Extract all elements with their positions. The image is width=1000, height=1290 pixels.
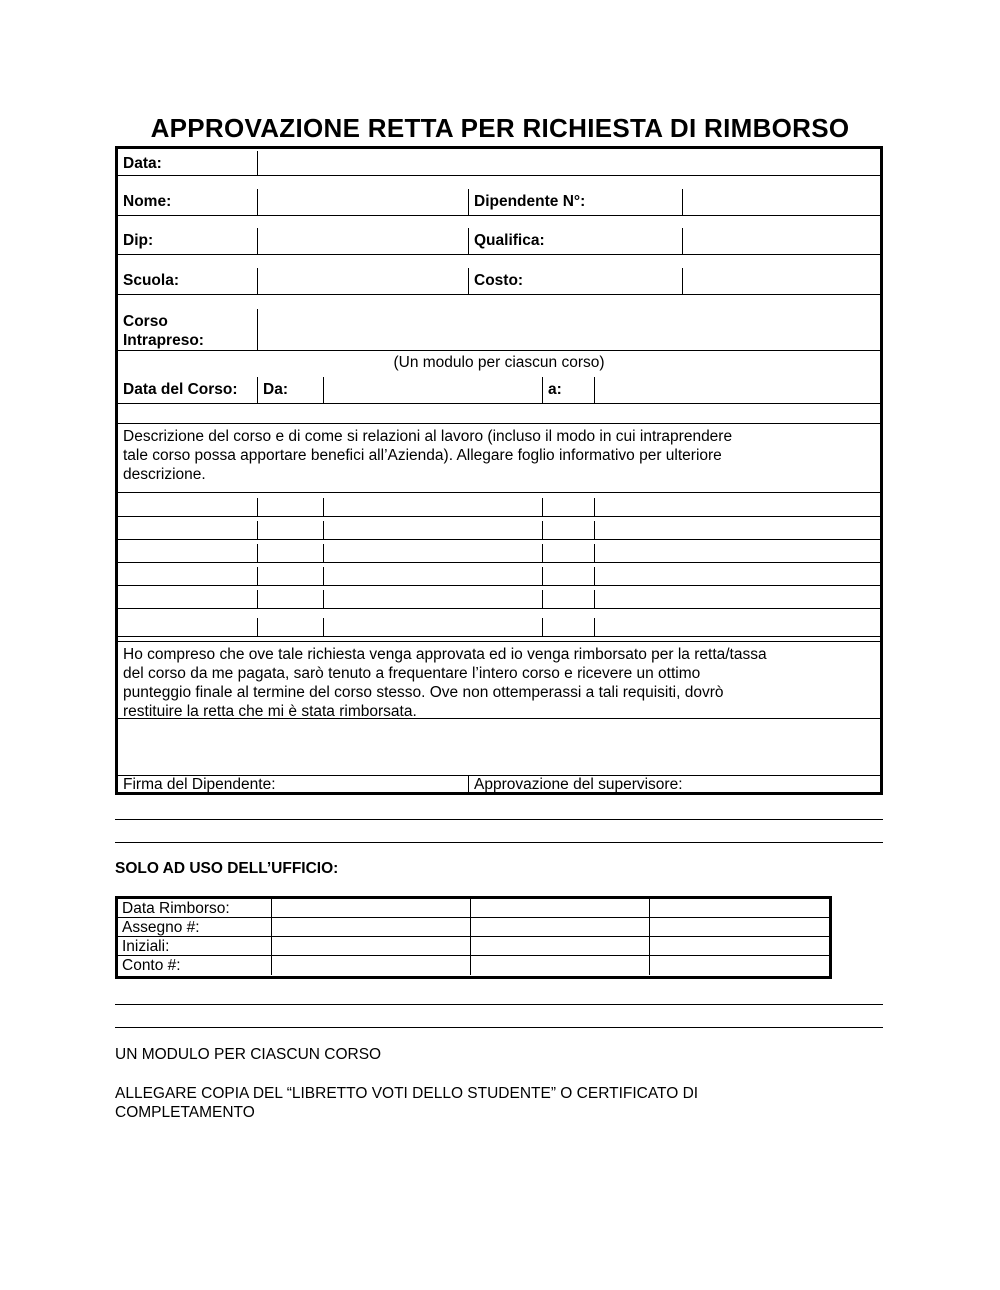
a-field[interactable] — [595, 377, 880, 403]
office-use-table — [115, 896, 832, 979]
blank-cell[interactable] — [595, 544, 880, 562]
blank-cell[interactable] — [258, 544, 324, 562]
data-corso-label: Data del Corso: — [118, 377, 258, 403]
qualifica-field[interactable] — [683, 228, 880, 254]
dip-field[interactable] — [258, 228, 469, 254]
scuola-field[interactable] — [258, 268, 469, 294]
row-signatures — [118, 775, 880, 792]
firma-dipendente-label: Firma del Dipendente: — [118, 776, 469, 792]
writing-line[interactable] — [115, 1027, 883, 1028]
blank-cell[interactable] — [118, 498, 258, 516]
descrizione-line: Descrizione del corso e di come si relazioni al lavoro (incluso il modo in cui intraprendere — [123, 428, 733, 445]
blank-cell[interactable] — [324, 618, 543, 636]
row-data — [118, 151, 880, 176]
costo-label: Costo: — [469, 268, 683, 294]
row-corso — [118, 309, 880, 351]
blank-row — [118, 567, 880, 586]
costo-field[interactable] — [683, 268, 880, 294]
scuola-label: Scuola: — [118, 268, 258, 294]
office-field[interactable] — [471, 918, 650, 936]
blank-cell[interactable] — [595, 521, 880, 539]
descrizione-line: descrizione. — [123, 466, 206, 483]
office-row-data-rimborso — [118, 899, 829, 918]
assegno-label: Assegno #: — [118, 918, 272, 936]
blank-cell[interactable] — [543, 590, 595, 608]
row-scuola — [118, 268, 880, 295]
blank-cell[interactable] — [595, 498, 880, 516]
blank-cell[interactable] — [118, 567, 258, 585]
dip-label: Dip: — [118, 228, 258, 254]
data-field[interactable] — [258, 151, 880, 175]
qualifica-label: Qualifica: — [469, 228, 683, 254]
blank-cell[interactable] — [324, 544, 543, 562]
blank-cell[interactable] — [258, 567, 324, 585]
impegno-line: del corso da me pagata, sarò tenuto a frequentare l’intero corso e ricevere un ottimo — [123, 665, 701, 682]
office-field[interactable] — [650, 956, 829, 975]
blank-cell[interactable] — [324, 590, 543, 608]
blank-row — [118, 521, 880, 540]
row-data-corso — [118, 377, 880, 404]
blank-cell[interactable] — [543, 521, 595, 539]
blank-cell[interactable] — [118, 618, 258, 636]
office-field[interactable] — [650, 937, 829, 955]
blank-cell[interactable] — [595, 618, 880, 636]
office-row-conto — [118, 956, 829, 975]
approvazione-supervisore-label: Approvazione del supervisore: — [474, 776, 683, 793]
a-label: a: — [543, 377, 595, 403]
impegno-line: punteggio finale al termine del corso stesso. Ove non ottemperassi a tali requisiti, dovrò — [123, 684, 724, 701]
blank-cell[interactable] — [118, 590, 258, 608]
nome-label: Nome: — [118, 189, 258, 215]
data-label: Data: — [118, 151, 258, 175]
dipendente-field[interactable] — [683, 189, 880, 215]
main-form-table — [115, 146, 883, 795]
page-title: APPROVAZIONE RETTA PER RICHIESTA DI RIMBORSO — [150, 113, 850, 143]
blank-cell[interactable] — [595, 567, 880, 585]
blank-cell[interactable] — [543, 544, 595, 562]
blank-row — [118, 544, 880, 563]
blank-cell[interactable] — [118, 521, 258, 539]
dipendente-label: Dipendente N°: — [469, 189, 683, 215]
office-use-heading: SOLO AD USO DELL’UFFICIO: — [115, 860, 339, 877]
office-row-assegno — [118, 918, 829, 937]
office-field[interactable] — [471, 937, 650, 955]
blank-cell[interactable] — [543, 618, 595, 636]
blank-cell[interactable] — [595, 590, 880, 608]
corso-field[interactable] — [258, 309, 880, 350]
office-field[interactable] — [650, 918, 829, 936]
row-nome — [118, 189, 880, 216]
blank-row — [118, 498, 880, 517]
row-modulo-note — [118, 353, 880, 373]
footer-note-allegare-line: COMPLETAMENTO — [115, 1104, 255, 1121]
modulo-note: (Un modulo per ciascun corso) — [393, 354, 605, 371]
office-field[interactable] — [272, 899, 471, 917]
footer-note-modulo: UN MODULO PER CIASCUN CORSO — [115, 1046, 382, 1063]
blank-row — [118, 618, 880, 637]
data-rimborso-label: Data Rimborso: — [118, 899, 272, 917]
footer-note-allegare — [115, 1084, 698, 1122]
office-field[interactable] — [471, 956, 650, 975]
iniziali-label: Iniziali: — [118, 937, 272, 955]
blank-cell[interactable] — [543, 498, 595, 516]
signature-line[interactable] — [115, 842, 883, 843]
office-field[interactable] — [650, 899, 829, 917]
blank-cell[interactable] — [118, 544, 258, 562]
corso-label: Corso Intrapreso: — [118, 309, 258, 350]
footer-note-allegare-line: ALLEGARE COPIA DEL “LIBRETTO VOTI DELLO STUDENTE” O CERTIFICATO DI — [115, 1085, 699, 1102]
impegno-line: restituire la retta che mi è stata rimborsata. — [123, 703, 417, 720]
blank-cell[interactable] — [258, 590, 324, 608]
blank-cell[interactable] — [258, 618, 324, 636]
office-field[interactable] — [272, 918, 471, 936]
blank-cell[interactable] — [324, 567, 543, 585]
descrizione-line: tale corso possa apportare benefici all’Azienda). Allegare foglio informativo per ulteriore — [123, 447, 722, 464]
blank-cell[interactable] — [324, 521, 543, 539]
office-field[interactable] — [471, 899, 650, 917]
blank-cell[interactable] — [258, 498, 324, 516]
office-field[interactable] — [272, 937, 471, 955]
blank-cell[interactable] — [324, 498, 543, 516]
office-field[interactable] — [272, 956, 471, 975]
blank-cell[interactable] — [258, 521, 324, 539]
da-field[interactable] — [324, 377, 543, 403]
da-label: Da: — [258, 377, 324, 403]
blank-row — [118, 590, 880, 609]
conto-label: Conto #: — [118, 956, 272, 975]
impegno-line: Ho compreso che ove tale richiesta venga approvata ed io venga rimborsato per la retta/tassa — [123, 646, 767, 663]
blank-cell[interactable] — [543, 567, 595, 585]
descrizione-block — [118, 423, 880, 493]
nome-field[interactable] — [258, 189, 469, 215]
writing-line[interactable] — [115, 1004, 883, 1005]
signature-line[interactable] — [115, 819, 883, 820]
row-dip — [118, 228, 880, 255]
impegno-block — [118, 641, 880, 719]
office-row-iniziali — [118, 937, 829, 956]
